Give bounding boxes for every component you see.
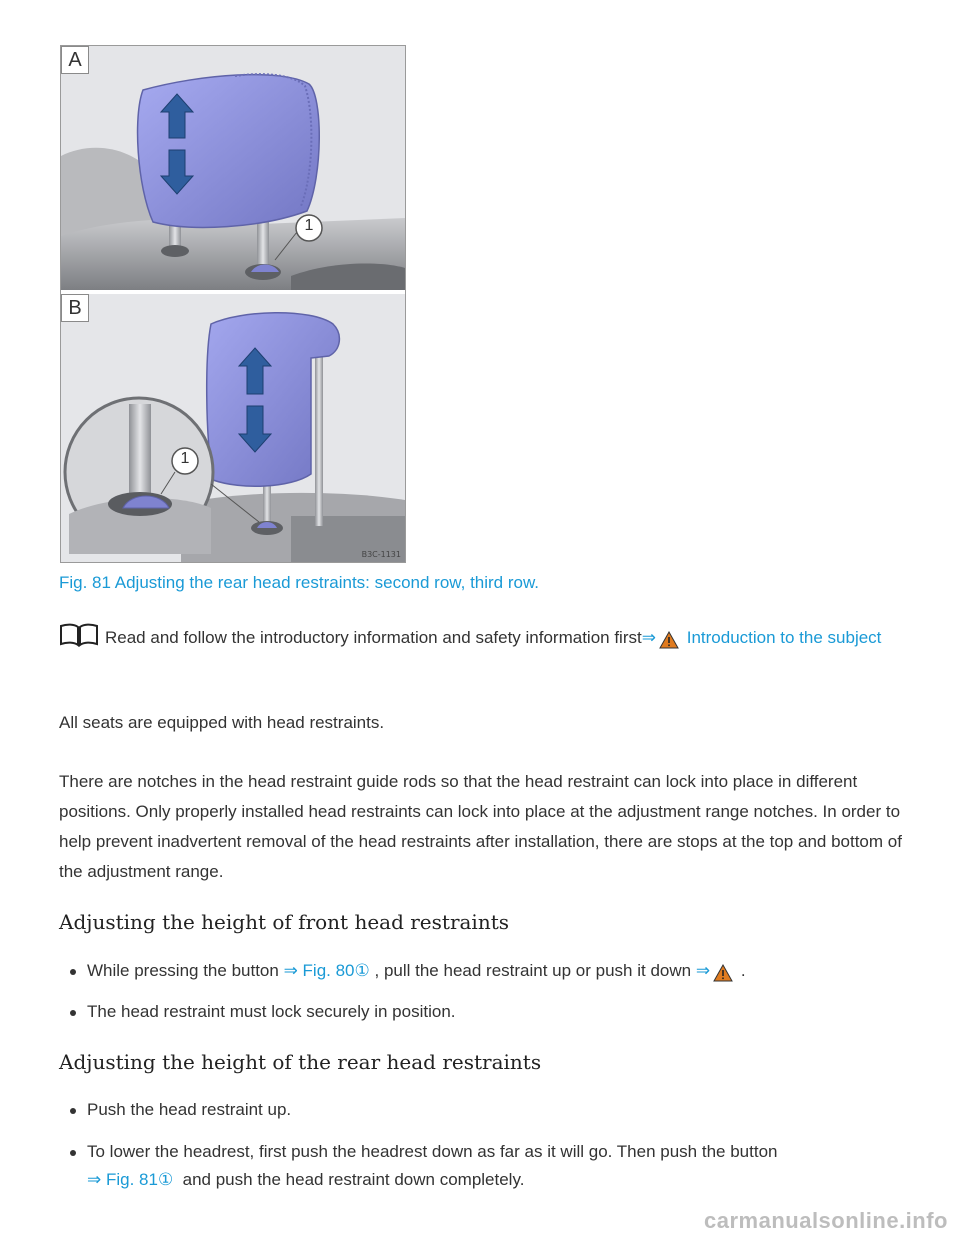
list-item xyxy=(59,957,919,991)
list-item: Push the head restraint up. xyxy=(59,1096,919,1124)
step-text: and push the head restraint down completely. xyxy=(182,1170,525,1189)
callout-number-b: 1 xyxy=(180,450,190,467)
rear-step-list-1 xyxy=(59,1096,919,1124)
headrest-illustration-b xyxy=(61,294,405,562)
warning-link[interactable]: ⇒ xyxy=(695,961,711,980)
figure-panel-b xyxy=(61,294,405,562)
paragraph-notches: There are notches in the head restraint guide rods so that the head restraint can lock into place in different positions. Only properly installed head restraints can lock into place at the adjustment range notches. In order to help prevent inadvertent removal of the head restraints after installation, there are stops at the top and bottom of the adjustment range. xyxy=(59,772,902,881)
list-item xyxy=(59,1138,919,1194)
panel-label-b: B xyxy=(61,294,89,322)
front-step-list-1 xyxy=(59,957,919,991)
book-icon xyxy=(59,623,99,657)
panel-label-a: A xyxy=(61,46,89,74)
figure-81 xyxy=(60,45,406,563)
callout-number-a: 1 xyxy=(304,217,314,234)
rear-step-list-2 xyxy=(59,1138,919,1194)
step-text: , pull the head restraint up or push it down xyxy=(374,961,692,980)
heading-front-restraints: Adjusting the height of front head restraints xyxy=(59,910,510,934)
front-step-list-2 xyxy=(59,998,919,1026)
warning-triangle-icon xyxy=(659,628,679,659)
fig-81-link[interactable]: ⇒ Fig. 81① xyxy=(87,1170,174,1189)
warning-triangle-icon xyxy=(713,963,733,991)
figure-caption: Fig. 81 Adjusting the rear head restraints: second row, third row. xyxy=(59,573,540,592)
headrest-illustration-a xyxy=(61,46,405,290)
intro-notice xyxy=(59,622,909,659)
step-text: While pressing the button xyxy=(87,961,279,980)
intro-arrow[interactable]: ⇒ xyxy=(641,628,656,647)
paragraph-equipped: All seats are equipped with head restraints. xyxy=(59,713,385,732)
figure-panel-a xyxy=(61,46,405,290)
intro-link[interactable]: Introduction to the subject xyxy=(686,628,882,647)
step-text: To lower the headrest, first push the headrest down as far as it will go. Then push the button xyxy=(87,1142,778,1161)
figure-code: B3C-1131 xyxy=(361,550,401,559)
step-end: . xyxy=(740,961,746,980)
watermark: carmanualsonline.info xyxy=(704,1208,948,1233)
fig-80-link[interactable]: ⇒ Fig. 80① xyxy=(283,961,370,980)
intro-text: Read and follow the introductory information and safety information first xyxy=(105,628,642,647)
heading-rear-restraints: Adjusting the height of the rear head restraints xyxy=(59,1050,542,1074)
list-item: The head restraint must lock securely in position. xyxy=(59,998,919,1026)
